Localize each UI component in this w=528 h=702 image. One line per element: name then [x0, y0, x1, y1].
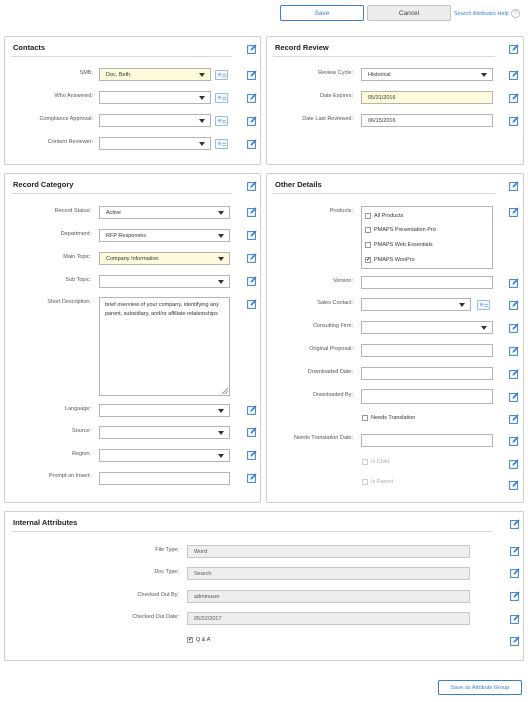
checked-out-date-field	[187, 612, 470, 625]
version-label: Version:	[333, 278, 353, 284]
review-cycle-select[interactable]	[361, 68, 493, 81]
edit-icon[interactable]	[247, 473, 257, 483]
department-select[interactable]	[99, 229, 230, 242]
product-label: PMAPS Web Essentials	[374, 242, 433, 248]
other-details-title: Other Details	[275, 180, 322, 189]
file-type-label: File Type:	[155, 547, 179, 553]
chevron-down-icon	[481, 326, 487, 330]
smb-label: SMB:	[79, 70, 93, 76]
edit-icon[interactable]	[247, 427, 257, 437]
chevron-down-icon	[199, 73, 205, 77]
version-input[interactable]	[361, 276, 493, 289]
qa-label: Q & A	[196, 637, 211, 643]
department-label: Department:	[60, 231, 91, 237]
date-expires-input[interactable]	[361, 91, 493, 104]
edit-icon[interactable]	[510, 568, 520, 578]
record-status-select[interactable]	[99, 206, 230, 219]
sales-contact-select[interactable]	[361, 298, 471, 311]
language-label: Language:	[65, 406, 91, 412]
edit-icon[interactable]	[509, 300, 519, 310]
product-checkbox[interactable]	[365, 257, 371, 263]
downloaded-date-label: Downloaded Date:	[307, 369, 353, 375]
record-status-value: Active	[106, 209, 121, 216]
record-review-panel	[266, 36, 524, 165]
chevron-down-icon	[199, 142, 205, 146]
edit-icon[interactable]	[247, 230, 257, 240]
edit-icon[interactable]	[510, 636, 520, 646]
edit-icon[interactable]	[247, 207, 257, 217]
chevron-down-icon	[218, 211, 224, 215]
edit-icon[interactable]	[509, 369, 519, 379]
edit-icon[interactable]	[509, 116, 519, 126]
contact-card-icon[interactable]	[477, 300, 490, 310]
product-label: PMAPS Presentation Pro	[374, 227, 436, 233]
product-checkbox[interactable]	[365, 242, 371, 248]
edit-icon[interactable]	[510, 591, 520, 601]
divider	[11, 193, 232, 194]
date-last-reviewed-value: 06/15/2016	[368, 117, 396, 124]
chevron-down-icon	[199, 119, 205, 123]
prompt-on-insert-label: Prompt on Insert:	[48, 473, 91, 479]
checked-out-by-value: adminuser	[194, 593, 220, 600]
short-description-textarea[interactable]	[99, 297, 230, 396]
chevron-down-icon	[218, 257, 224, 261]
downloaded-by-input[interactable]	[361, 389, 493, 404]
checked-out-by-field	[187, 590, 470, 603]
edit-icon[interactable]	[509, 93, 519, 103]
edit-icon[interactable]	[247, 450, 257, 460]
checked-out-date-value: 05/22/2017	[194, 615, 222, 622]
consulting-firm-label: Consulting Firm:	[312, 323, 353, 329]
contact-card-icon[interactable]	[215, 70, 228, 80]
content-reviewer-select[interactable]	[99, 137, 211, 150]
save-button[interactable]: Save	[280, 5, 364, 21]
chevron-down-icon	[459, 303, 465, 307]
edit-icon[interactable]	[247, 253, 257, 263]
doc-type-label: Doc Type:	[154, 569, 179, 575]
contacts-panel	[4, 36, 261, 165]
consulting-firm-select[interactable]	[361, 321, 493, 334]
is-child-checkbox	[362, 459, 368, 465]
date-expires-label: Date Expires:	[319, 93, 353, 99]
source-select[interactable]	[99, 426, 230, 439]
review-cycle-label: Review Cycle:	[318, 70, 353, 76]
main-topic-label: Main Topic:	[63, 254, 91, 260]
chevron-down-icon	[218, 409, 224, 413]
downloaded-date-input[interactable]	[361, 367, 493, 380]
file-type-field	[187, 545, 470, 558]
edit-icon[interactable]	[510, 546, 520, 556]
region-label: Region:	[72, 451, 91, 457]
edit-icon[interactable]	[509, 44, 519, 54]
edit-icon[interactable]	[247, 405, 257, 415]
language-select[interactable]	[99, 404, 230, 417]
internal-attributes-title: Internal Attributes	[13, 518, 78, 527]
record-category-title: Record Category	[13, 180, 74, 189]
is-parent-label: Is Parent	[371, 479, 394, 485]
search-attributes-help-link[interactable]: Search Attributes Help	[454, 11, 509, 18]
edit-icon[interactable]	[247, 44, 257, 54]
divider	[11, 56, 232, 57]
edit-icon[interactable]	[247, 139, 257, 149]
chevron-down-icon	[218, 280, 224, 284]
divider	[273, 56, 495, 57]
smb-select[interactable]	[99, 68, 211, 81]
edit-icon[interactable]	[509, 414, 519, 424]
who-answered-label: Who Answered:	[54, 93, 93, 99]
doc-type-value: Search	[194, 570, 212, 577]
date-last-reviewed-label: Date Last Reviewed:	[302, 116, 353, 122]
edit-icon[interactable]	[509, 181, 519, 191]
checked-out-date-label: Checked Out Date:	[132, 614, 179, 620]
chevron-down-icon	[199, 96, 205, 100]
sub-topic-label: Sub Topic:	[65, 277, 91, 283]
compliance-select[interactable]	[99, 114, 211, 127]
resize-handle-icon[interactable]	[222, 388, 228, 394]
edit-icon[interactable]	[509, 346, 519, 356]
chevron-down-icon	[218, 234, 224, 238]
help-area	[454, 9, 520, 18]
main-topic-select[interactable]	[99, 252, 230, 265]
contact-card-icon[interactable]	[215, 116, 228, 126]
check-mark-icon: ✔	[366, 257, 371, 263]
edit-icon[interactable]	[247, 70, 257, 80]
needs-translation-label: Needs Translation	[371, 415, 416, 421]
internal-attributes-panel	[4, 511, 524, 661]
date-expires-value: 05/31/2016	[368, 94, 396, 101]
edit-icon[interactable]	[247, 299, 257, 309]
prompt-on-insert-input[interactable]	[99, 472, 230, 485]
short-description-label: Short Description:	[47, 299, 91, 305]
record-category-panel	[4, 173, 261, 503]
edit-icon[interactable]	[247, 181, 257, 191]
original-proposal-label: Original Proposal:	[309, 346, 353, 352]
compliance-label: Compliance Approval:	[39, 116, 93, 122]
chevron-down-icon	[218, 431, 224, 435]
edit-icon[interactable]	[509, 436, 519, 446]
product-checkbox[interactable]	[365, 227, 371, 233]
smb-value: Doc, Beth	[106, 71, 131, 78]
source-label: Source:	[72, 428, 91, 434]
checked-out-by-label: Checked Out By:	[137, 592, 179, 598]
contact-card-icon[interactable]	[215, 93, 228, 103]
needs-translation-date-input[interactable]	[361, 434, 493, 447]
sub-topic-select[interactable]	[99, 275, 230, 288]
short-description-value: brief overview of your company, identifying any parent, subsidiary, and/or affiliate relationships	[105, 302, 219, 317]
cancel-button[interactable]: Cancel	[367, 5, 451, 21]
qa-checkbox[interactable]	[187, 637, 193, 643]
main-topic-value: Company Information	[106, 255, 159, 262]
edit-icon[interactable]	[509, 207, 519, 217]
products-label: Products:	[329, 208, 353, 214]
is-child-label: Is Child	[371, 459, 390, 465]
edit-icon[interactable]	[509, 392, 519, 402]
review-cycle-value: Historical	[368, 71, 391, 78]
edit-icon[interactable]	[509, 459, 519, 469]
product-label: PMAPS WooPro	[374, 257, 415, 263]
chevron-down-icon	[481, 73, 487, 77]
sales-contact-label: Sales Contact:	[317, 300, 353, 306]
divider	[11, 531, 493, 532]
original-proposal-input[interactable]	[361, 344, 493, 357]
is-parent-checkbox	[362, 479, 368, 485]
edit-icon[interactable]	[247, 276, 257, 286]
date-last-reviewed-input[interactable]	[361, 114, 493, 127]
downloaded-by-label: Downloaded By:	[312, 392, 353, 398]
edit-icon[interactable]	[509, 278, 519, 288]
record-review-title: Record Review	[275, 43, 329, 52]
chevron-down-icon	[218, 454, 224, 458]
contact-card-icon[interactable]	[215, 139, 228, 149]
edit-icon[interactable]	[509, 323, 519, 333]
needs-translation-checkbox[interactable]	[362, 415, 368, 421]
file-type-value: Word	[194, 548, 208, 555]
contacts-title: Contacts	[13, 43, 46, 52]
edit-icon[interactable]	[247, 93, 257, 103]
edit-icon[interactable]	[510, 519, 520, 529]
edit-icon[interactable]	[509, 70, 519, 80]
who-answered-select[interactable]	[99, 91, 211, 104]
needs-translation-date-label: Needs Translation Date:	[293, 435, 353, 441]
help-icon[interactable]: ?	[511, 9, 520, 18]
content-reviewer-label: Content Reviewer:	[47, 139, 93, 145]
region-select[interactable]	[99, 449, 230, 462]
edit-icon[interactable]	[247, 116, 257, 126]
product-label: All Products	[374, 213, 404, 219]
doc-type-field	[187, 567, 470, 580]
other-details-panel	[266, 173, 524, 503]
product-checkbox[interactable]	[365, 213, 371, 219]
department-value: RFP Responses	[106, 232, 146, 239]
save-as-attribute-group-button[interactable]: Save as Attribute Group	[438, 680, 522, 695]
record-status-label: Record Status:	[54, 208, 91, 214]
edit-icon[interactable]	[510, 614, 520, 624]
products-listbox[interactable]	[361, 206, 493, 269]
divider	[273, 193, 495, 194]
check-mark-icon: ✔	[188, 637, 193, 643]
edit-icon[interactable]	[509, 480, 519, 490]
